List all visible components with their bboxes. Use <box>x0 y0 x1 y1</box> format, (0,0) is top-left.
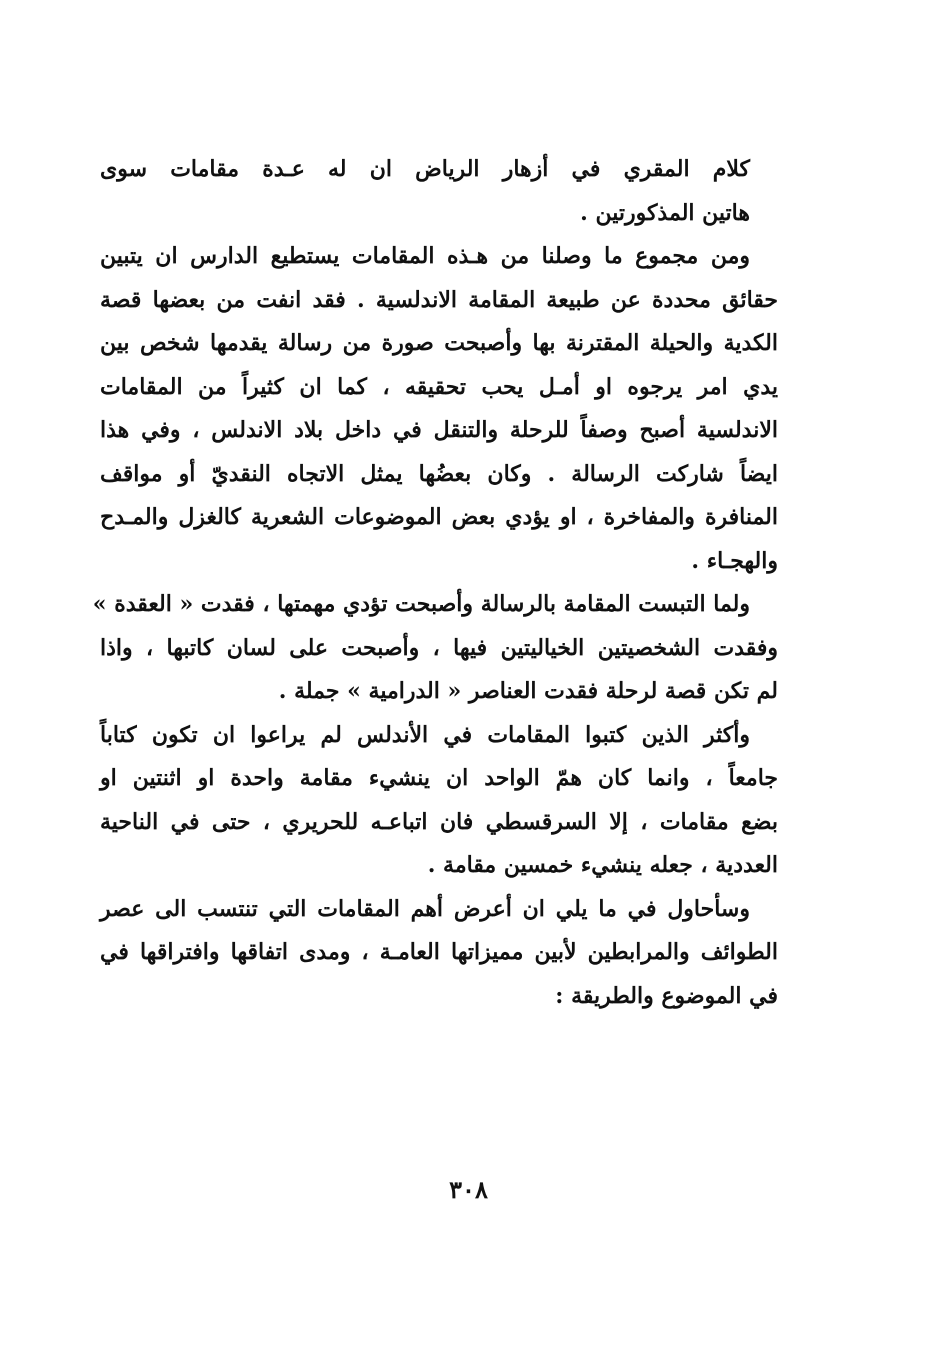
text-line: ومن مجموع ما وصلنا من هـذه المقامات يستطيع الدارس ان يتبين <box>100 243 750 269</box>
text-line: ولما التبست المقامة بالرسالة وأصبحت تؤدي مهمتها ، فقدت « العقدة » <box>92 591 750 617</box>
text-line: الاندلسية أصبح وصفاً للرحلة والتنقل في داخل بلاد الاندلس ، وفي هذا <box>100 417 778 443</box>
body-text <box>92 148 778 1018</box>
paragraph-2 <box>100 235 778 583</box>
paragraph-1 <box>100 148 778 235</box>
paragraph-3 <box>92 583 778 714</box>
text-line: الطوائف والمرابطين لأبين مميزاتها العامـة ، ومدى اتفاقها وافتراقها في <box>100 939 778 965</box>
paragraph-5 <box>100 888 778 1019</box>
text-line: حقائق محددة عن طبيعة المقامة الاندلسية . فقد انفت من بعضها قصة <box>100 286 778 313</box>
text-line: في الموضوع والطريقة : <box>555 982 778 1009</box>
text-line: لم تكن قصة لرحلة فقدت العناصر « الدرامية » جملة . <box>278 678 778 704</box>
text-line: يدي امر يرجوه او أمـل يحب تحقيقه ، كما ان كثيراً من المقامات <box>100 373 778 400</box>
text-line: هاتين المذكورتين . <box>580 199 750 226</box>
text-line: والهجـاء . <box>691 547 778 574</box>
paragraph-4 <box>100 714 778 888</box>
text-line: العددية ، جعله ينشيء خمسين مقامة . <box>427 852 778 878</box>
text-line: وأكثر الذين كتبوا المقامات في الأندلس لم يراعوا ان تكون كتاباً <box>100 721 750 748</box>
text-line: وسأحاول في ما يلي ان أعرض أهم المقامات التي تنتسب الى عصر <box>100 895 750 922</box>
text-line: بضع مقامات ، إلا السرقسطي فان اتباعـه للحريري ، حتى في الناحية <box>100 808 778 835</box>
text-line: كلام المقري في أزهار الرياض ان له عـدة مقامات سوى <box>100 156 750 182</box>
page-number: ٣٠٨ <box>449 1175 488 1204</box>
text-line: الكدية والحيلة المقترنة بها وأصبحت صورة من رسالة يقدمها شخص بين <box>100 330 778 356</box>
text-line: ايضاً شاركت الرسالة . وكان بعضُها يمثل الاتجاه النقديّ أو مواقف <box>100 460 778 487</box>
text-line: وفقدت الشخصيتين الخياليتين فيها ، وأصبحت على لسان كاتبها ، واذا <box>100 634 778 661</box>
text-line: المنافرة والمفاخرة ، او يؤدي بعض الموضوعات الشعرية كالغزل والمـدح <box>100 504 778 530</box>
text-line: جامعاً ، وانما كان همّ الواحد ان ينشيء مقامة واحدة او اثنتين او <box>100 765 778 791</box>
